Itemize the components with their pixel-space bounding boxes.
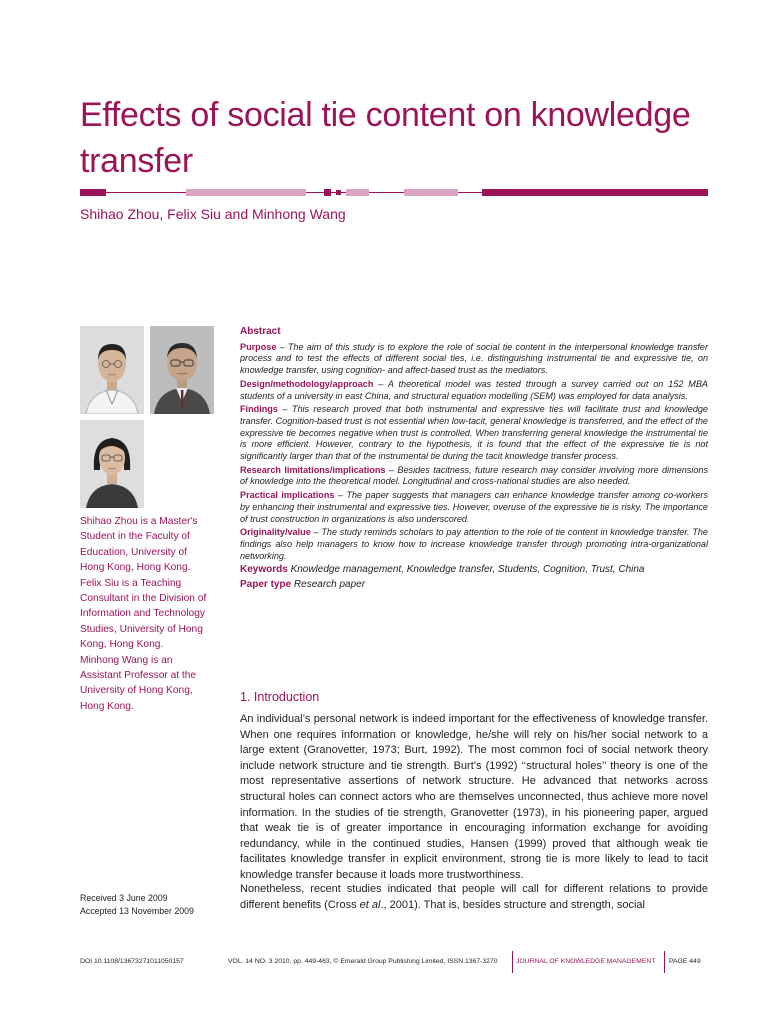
section-label: Originality/value (240, 527, 311, 538)
author-photo-wang (80, 420, 144, 508)
paragraph-text: ., 2001). That is, besides structure and strength, social (380, 898, 645, 911)
abstract-originality (240, 527, 708, 562)
page-footer (80, 951, 708, 977)
paper-type (240, 579, 708, 591)
bio-line: Assistant Professor at the (80, 670, 197, 682)
author-photo-zhou (80, 326, 144, 414)
footer-divider (512, 951, 513, 973)
paragraph-text: Nonetheless, recent studies indicated that people will call for different relations to provide different benefits (Cross (240, 883, 708, 911)
section-text: – This research proved that both instrumental and expressive ties will facilitate trust and knowledge transfer. Cognition-based trust is not essential when low-tacit, general knowledge is transferred, and the effect of the expressive tie becomes negative when trust is controlled. When transferring general knowledge the instrumental tie is more efficient. However, contrary to the hypothesis, it is found that the effect of the expressive tie is not significantly larger than that of the instrumental tie during the tacit knowledge transfer process. (240, 404, 708, 462)
abstract-design (240, 379, 708, 402)
authors: Shihao Zhou, Felix Siu and Minhong Wang (80, 206, 346, 222)
abstract-limitations (240, 465, 708, 488)
section-text: – The study reminds scholars to pay attention to the role of tie content in knowledge transfer. The findings also help managers to know how to increase knowledge transfer through promoting intra-organizational networking. (240, 527, 708, 561)
bio-line: Hong Kong. (80, 700, 134, 712)
section-text: – The paper suggests that managers can enhance knowledge transfer among co-workers by enhancing their instrumental and expressive ties. However, overuse of the expressive tie is risky. The importance of trust construction in organizations is also underscored. (240, 490, 708, 524)
accepted-date: Accepted 13 November 2009 (80, 905, 194, 916)
author-bio (80, 514, 218, 714)
bio-line: University of Hong Kong, (80, 685, 193, 697)
bio-line: Studies, University of Hong (80, 623, 203, 635)
title-line-1: Effects of social tie content on knowledge (80, 96, 691, 134)
bio-line: Kong, Hong Kong. (80, 639, 164, 651)
section-text: – Besides tacitness, future research may consider involving more dimensions of knowledge into the theoretical model. Longitudinal and cross-national studies are also needed. (240, 464, 708, 487)
submission-dates (80, 892, 230, 917)
title-line-2: transfer (80, 142, 193, 180)
volume-info: VOL. 14 NO. 3 2010, pp. 449-463, © Emerald Group Publishing Limited, ISSN 1367-3270 (228, 958, 498, 965)
section-text: – A theoretical model was tested through a survey carried out on 152 MBA students of a university in east China, and structural equation modelling (SEM) was employed for data analysis. (240, 378, 708, 401)
bio-line: Shihao Zhou is a Master's (80, 516, 198, 527)
journal-name: JOURNAL OF KNOWLEDGE MANAGEMENT (516, 958, 656, 965)
abstract-practical (240, 490, 708, 525)
et-al: et al (359, 898, 381, 911)
keywords-label: Keywords (240, 564, 288, 576)
bio-line: Felix Siu is a Teaching (80, 577, 182, 589)
title-rule (80, 189, 708, 196)
bio-line: Education, University of (80, 546, 188, 558)
bio-line: Consultant in the Division of (80, 593, 207, 605)
paper-type-text: Research paper (291, 579, 366, 591)
author-photo-siu (150, 326, 214, 414)
abstract-findings (240, 404, 708, 463)
footer-divider (664, 951, 665, 973)
introduction-paragraph-2 (240, 882, 708, 913)
received-date: Received 3 June 2009 (80, 893, 168, 903)
introduction-heading: 1. Introduction (240, 690, 320, 704)
bio-line: Hong Kong, Hong Kong. (80, 562, 191, 574)
section-label: Findings (240, 404, 278, 415)
doi: DOI 10.1108/13673271011050157 (80, 958, 184, 965)
section-label: Research limitations/implications (240, 464, 386, 475)
introduction-paragraph-1: An individual’s personal network is indeed important for the effectiveness of knowledge transfer. When one requires information or knowledge, he/she will rely on his/her social network to a large extent (Granovetter, 1973; Burt, 1992). The most common foci of social network theory include network structure and tie strength. Burt’s (1992) ‘‘structural holes’’ theory is one of the most representative assertions of network structure. He advanced that networks across structural holes can connect actors who are themselves unconnected, thus achieve more novel information. In the studies of tie strength, Granovetter (1973), in his pioneering paper, argued that weak tie is of greater importance in encouraging information exchange for avoiding redundancy, while in the continued studies, Hansen (1999) proved that although weak tie facilitates knowledge transfer in explicit environment, strong tie is more likely to lead to tacit knowledge transfer because it loads more trustworthiness. (240, 713, 708, 881)
paper-type-label: Paper type (240, 579, 292, 591)
abstract-purpose (240, 342, 708, 377)
bio-line: Information and Technology (80, 608, 205, 620)
abstract-heading: Abstract (240, 326, 281, 337)
section-label: Design/methodology/approach (240, 378, 374, 389)
section-text: – The aim of this study is to explore the role of social tie content in the interpersonal knowledge transfer process and to test the effects of different social ties, i.e. distinguishing instrumental tie and expressive tie, on knowledge transfer, using cognition- and affect-based trust as the mediators. (240, 341, 708, 376)
page-number: PAGE 449 (669, 958, 701, 965)
article-title (80, 92, 740, 184)
keywords (240, 564, 708, 576)
abstract (240, 326, 708, 594)
keywords-text: Knowledge management, Knowledge transfer, Students, Cognition, Trust, China (287, 564, 645, 576)
bio-line: Minhong Wang is an (80, 654, 173, 666)
section-label: Practical implications (240, 490, 335, 501)
bio-line: Student in the Faculty of (80, 531, 190, 543)
section-label: Purpose (240, 341, 277, 352)
